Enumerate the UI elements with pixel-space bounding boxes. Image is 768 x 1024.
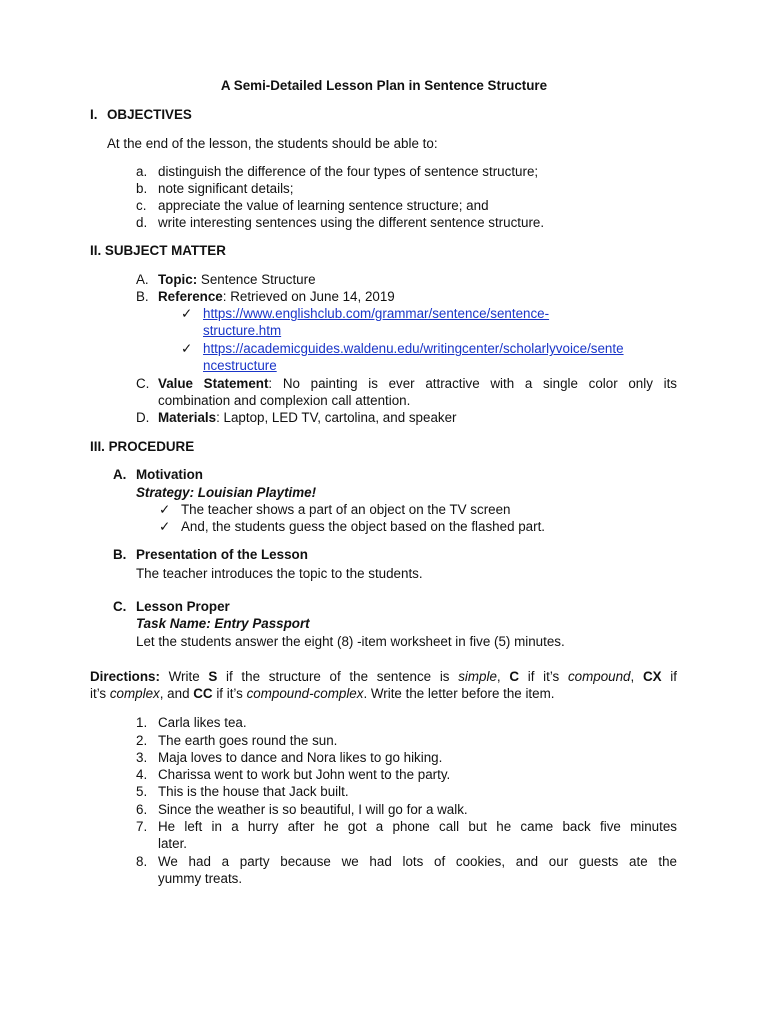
- reference-link-waldenu[interactable]: https://academicguides.waldenu.edu/writingcenter/scholarlyvoice/sente: [203, 341, 624, 356]
- worksheet-number: 6.: [136, 802, 148, 817]
- value-statement-line: [158, 376, 677, 391]
- objective-item: note significant details;: [158, 181, 294, 196]
- topic-marker: A.: [136, 272, 149, 287]
- worksheet-item-cont: later.: [158, 836, 188, 851]
- objective-item: appreciate the value of learning sentence structure; and: [158, 198, 489, 213]
- motivation-item: And, the students guess the object based on the flashed part.: [181, 519, 546, 534]
- lesson-proper-marker: C.: [113, 599, 127, 614]
- lesson-proper-text: Let the students answer the eight (8) -item worksheet in five (5) minutes.: [136, 634, 565, 649]
- procedure-heading: III. PROCEDURE: [90, 439, 195, 454]
- directions-label: Directions:: [90, 669, 160, 684]
- topic-label: Topic:: [158, 272, 198, 287]
- presentation-heading: Presentation of the Lesson: [136, 547, 308, 562]
- document-title: A Semi-Detailed Lesson Plan in Sentence Structure: [220, 78, 548, 93]
- worksheet-item: Maja loves to dance and Nora likes to go hiking.: [158, 750, 443, 765]
- objectives-heading-number: I.: [90, 107, 98, 122]
- code-compound-complex: CC: [193, 686, 213, 701]
- check-icon: ✓: [181, 341, 193, 356]
- check-icon: ✓: [181, 306, 193, 321]
- value-statement-marker: C.: [136, 376, 150, 391]
- worksheet-item: Carla likes tea.: [158, 715, 247, 730]
- motivation-heading: Motivation: [136, 467, 203, 482]
- lesson-proper-heading: Lesson Proper: [136, 599, 230, 614]
- term-complex: complex: [109, 686, 160, 701]
- worksheet-item: The earth goes round the sun.: [158, 733, 338, 748]
- objective-marker: c.: [136, 198, 147, 213]
- code-compound: C: [509, 669, 520, 684]
- materials-marker: D.: [136, 410, 150, 425]
- objectives-intro: At the end of the lesson, the students should be able to:: [107, 136, 438, 151]
- objective-item: distinguish the difference of the four types of sentence structure;: [158, 164, 539, 179]
- directions-text: if it’s: [519, 669, 568, 684]
- term-compound: compound: [567, 669, 631, 684]
- worksheet-item: Charissa went to work but John went to the party.: [158, 767, 451, 782]
- worksheet-item: We had a party because we had lots of cookies, and our guests ate the: [158, 854, 677, 869]
- value-statement-label: Value Statement: [158, 376, 269, 391]
- topic-line: [158, 272, 316, 287]
- worksheet-number: 2.: [136, 733, 148, 748]
- directions-line-1: [90, 669, 677, 684]
- worksheet-number: 8.: [136, 854, 148, 869]
- directions-line-2: [90, 686, 554, 701]
- check-icon: ✓: [159, 519, 171, 534]
- subject-matter-heading: II. SUBJECT MATTER: [90, 243, 226, 258]
- materials-value: : Laptop, LED TV, cartolina, and speaker: [216, 410, 457, 425]
- objective-marker: b.: [136, 181, 148, 196]
- objective-marker: d.: [136, 215, 148, 230]
- reference-marker: B.: [136, 289, 149, 304]
- worksheet-item: He left in a hurry after he got a phone call but he came back five minutes: [158, 819, 677, 834]
- term-simple: simple: [458, 669, 497, 684]
- worksheet-number: 3.: [136, 750, 148, 765]
- reference-link-englishclub-cont[interactable]: structure.htm: [203, 323, 282, 338]
- worksheet-item: This is the house that Jack built.: [158, 784, 349, 799]
- worksheet-number: 4.: [136, 767, 148, 782]
- directions-text: if it’s: [212, 686, 247, 701]
- directions-text: ,: [496, 669, 510, 684]
- presentation-text: The teacher introduces the topic to the students.: [136, 566, 423, 581]
- motivation-marker: A.: [113, 467, 127, 482]
- worksheet-number: 5.: [136, 784, 148, 799]
- term-compound-complex: compound-complex: [246, 686, 364, 701]
- reference-link-englishclub[interactable]: https://www.englishclub.com/grammar/sentence/sentence-: [203, 306, 550, 321]
- motivation-item: The teacher shows a part of an object on the TV screen: [181, 502, 511, 517]
- directions-text: Write: [159, 669, 209, 684]
- value-statement-text: : No painting is ever attractive with a single color only its: [268, 376, 677, 391]
- code-simple: S: [208, 669, 218, 684]
- reference-line: [158, 289, 395, 304]
- reference-value: : Retrieved on June 14, 2019: [222, 289, 395, 304]
- lesson-proper-task: Task Name: Entry Passport: [136, 616, 310, 631]
- topic-value: Sentence Structure: [197, 272, 316, 287]
- worksheet-number: 1.: [136, 715, 148, 730]
- directions-text: if: [661, 669, 677, 684]
- directions-text: , and: [159, 686, 194, 701]
- directions-text: if the structure of the sentence is: [217, 669, 459, 684]
- objectives-heading: OBJECTIVES: [107, 107, 192, 122]
- value-statement-text-cont: combination and complexion call attention.: [158, 393, 411, 408]
- reference-label: Reference: [158, 289, 223, 304]
- motivation-strategy: Strategy: Louisian Playtime!: [136, 485, 317, 500]
- directions-text: . Write the letter before the item.: [363, 686, 555, 701]
- check-icon: ✓: [159, 502, 171, 517]
- worksheet-number: 7.: [136, 819, 148, 834]
- presentation-marker: B.: [113, 547, 127, 562]
- objective-item: write interesting sentences using the different sentence structure.: [158, 215, 545, 230]
- worksheet-item-cont: yummy treats.: [158, 871, 243, 886]
- materials-line: [158, 410, 457, 425]
- directions-text: ,: [630, 669, 643, 684]
- directions-text: it’s: [90, 686, 110, 701]
- objective-marker: a.: [136, 164, 148, 179]
- materials-label: Materials: [158, 410, 217, 425]
- code-complex: CX: [642, 669, 662, 684]
- reference-link-waldenu-cont[interactable]: ncestructure: [203, 358, 277, 373]
- worksheet-item: Since the weather is so beautiful, I will go for a walk.: [158, 802, 468, 817]
